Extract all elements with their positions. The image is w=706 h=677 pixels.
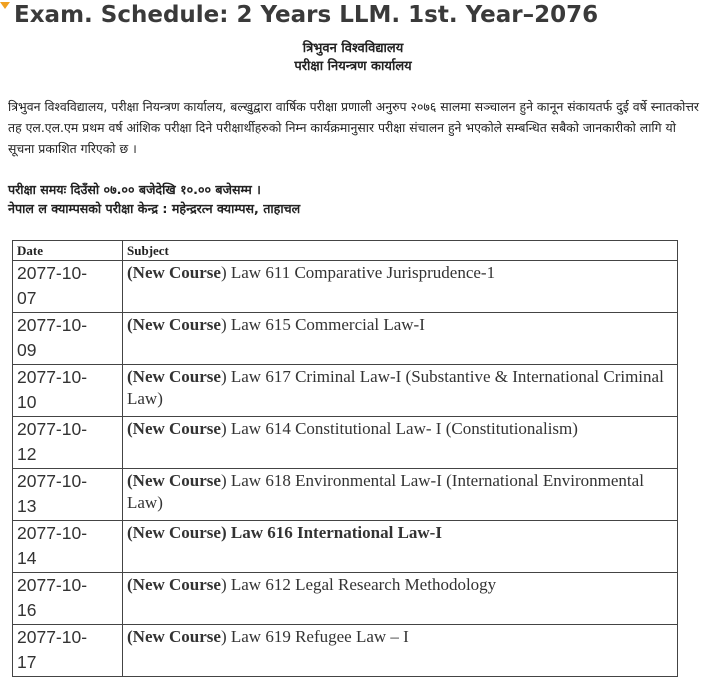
date-cell: 2077-10- 09 <box>13 313 123 365</box>
table-row <box>13 313 678 365</box>
table-row <box>13 417 678 469</box>
corner-arrow-icon <box>0 2 10 9</box>
table-row <box>13 469 678 521</box>
date-cell: 2077-10- 10 <box>13 365 123 417</box>
subject-cell: (New Course) Law 617 Criminal Law-I (Substantive & International Criminal Law) <box>123 365 678 417</box>
subject-cell: (New Course) Law 618 Environmental Law-I (International Environmental Law) <box>123 469 678 521</box>
table-row <box>13 625 678 677</box>
date-cell: 2077-10- 07 <box>13 261 123 313</box>
date-cell: 2077-10- 13 <box>13 469 123 521</box>
table-row <box>13 261 678 313</box>
subject-cell: (New Course) Law 615 Commercial Law-I <box>123 313 678 365</box>
table-row <box>13 521 678 573</box>
university-name: त्रिभुवन विश्वविद्यालय <box>302 41 404 56</box>
office-name: परीक्षा नियन्त्रण कार्यालय <box>294 59 412 74</box>
date-cell: 2077-10- 12 <box>13 417 123 469</box>
page-title: Exam. Schedule: 2 Years LLM. 1st. Year–2076 <box>14 2 599 28</box>
exam-center: नेपाल ल क्याम्पसको परीक्षा केन्द्र : महेन्द्ररत्न क्याम्पस, ताहाचल <box>8 201 301 216</box>
date-cell: 2077-10- 16 <box>13 573 123 625</box>
notice-header <box>0 40 706 76</box>
subject-cell: (New Course) Law 616 International Law-I <box>123 521 678 573</box>
table-row <box>13 365 678 417</box>
table-header-row <box>13 241 678 261</box>
subject-cell: (New Course) Law 611 Comparative Jurisprudence-1 <box>123 261 678 313</box>
subject-cell: (New Course) Law 619 Refugee Law – I <box>123 625 678 677</box>
table-row <box>13 573 678 625</box>
subject-cell: (New Course) Law 614 Constitutional Law- I (Constitutionalism) <box>123 417 678 469</box>
date-cell: 2077-10- 17 <box>13 625 123 677</box>
date-cell: 2077-10- 14 <box>13 521 123 573</box>
subject-header: Subject <box>123 241 678 261</box>
date-header: Date <box>13 241 123 261</box>
exam-time: परीक्षा समयः दिउँसो ०७.०० बजेदेखि १०.०० बजेसम्म । <box>8 182 261 197</box>
notice-body: त्रिभुवन विश्वविद्यालय, परीक्षा नियन्त्रण कार्यालय, बल्खुद्वारा वार्षिक परीक्षा प्रणाली अनुरुप २०७६ सालमा सञ्चालन हुने कानून संकायतर्फ दुई वर्षे स्नातकोत्तर तह एल.एल.एम प्रथम वर्ष आंशिक परीक्षा दिने परीक्षार्थीहरुको निम्न कार्यक्रमानुसार परीक्षा संचालन हुने भएकोले सम्बन्धित सबैको जानकारीको लागि यो सूचना प्रकाशित गरिएको छ । <box>8 99 699 156</box>
subject-cell: (New Course) Law 612 Legal Research Methodology <box>123 573 678 625</box>
exam-schedule-table <box>12 240 678 677</box>
